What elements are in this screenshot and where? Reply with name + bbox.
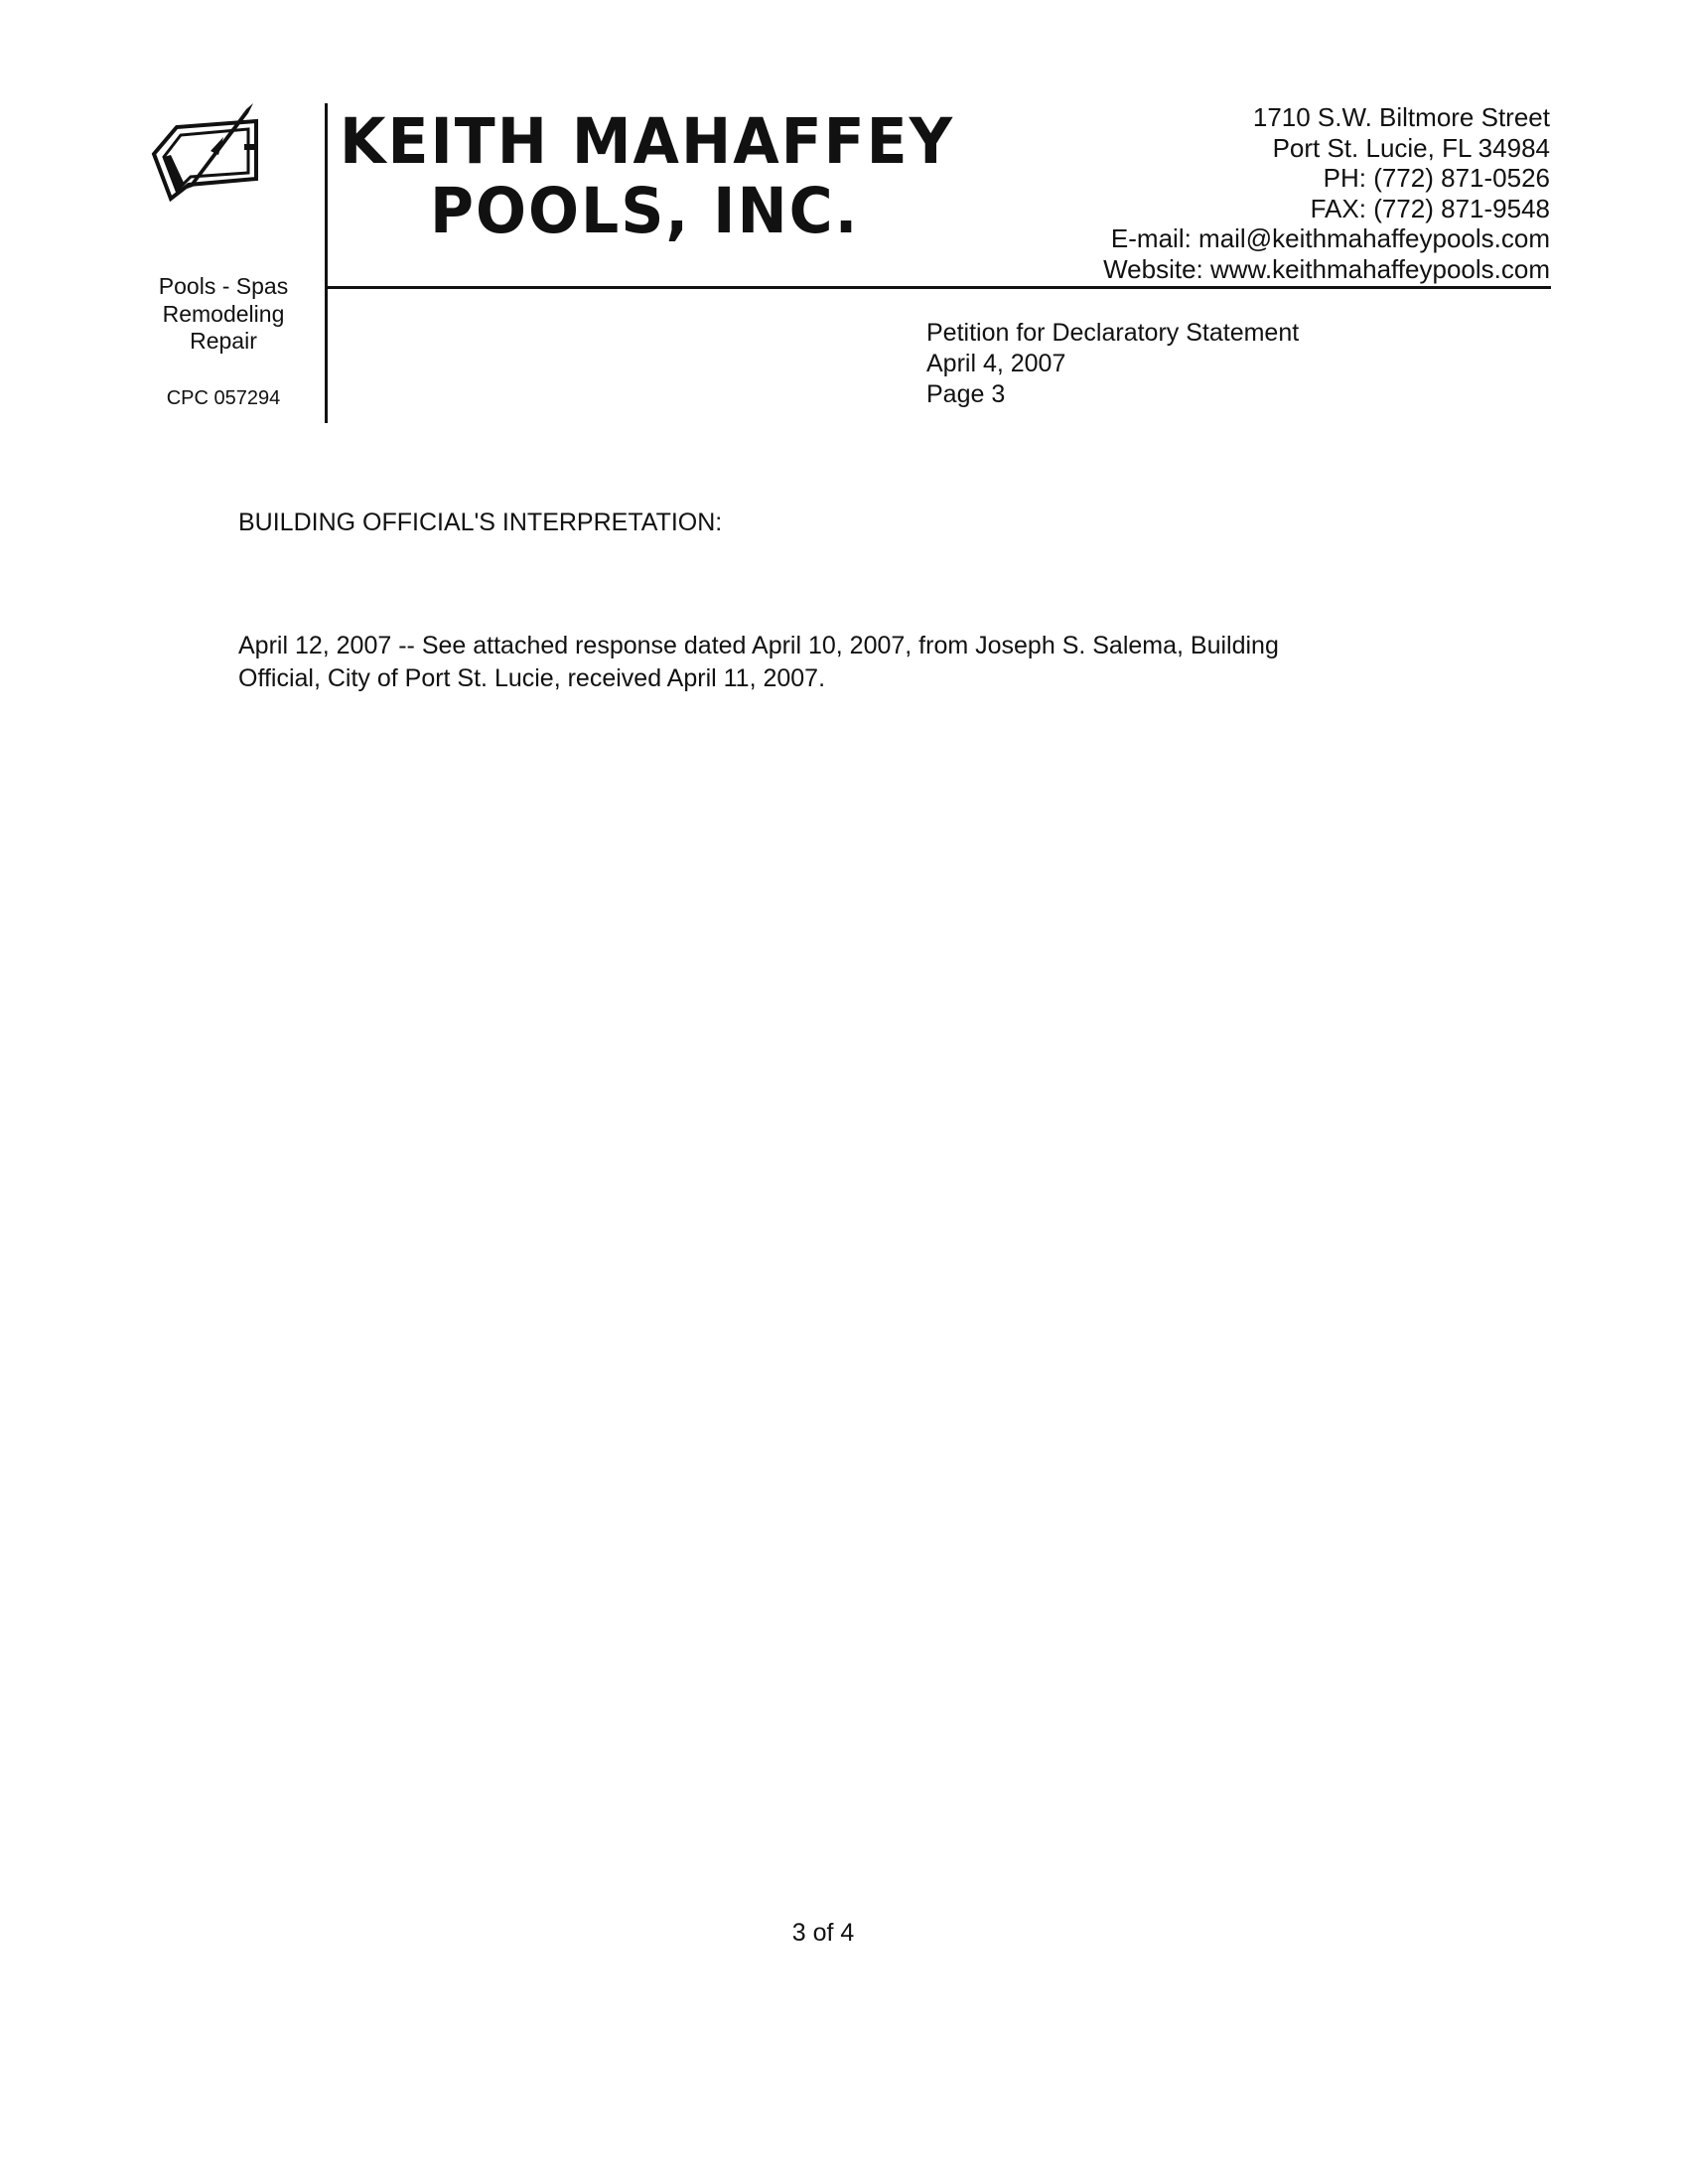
pool-logo-icon bbox=[149, 99, 303, 204]
address-city: Port St. Lucie, FL 34984 bbox=[1272, 132, 1550, 163]
section-heading: BUILDING OFFICIAL'S INTERPRETATION: bbox=[238, 509, 723, 536]
address-website: Website: www.keithmahaffeypools.com bbox=[1103, 253, 1550, 284]
reference-page: Page 3 bbox=[926, 380, 1006, 408]
body-paragraph bbox=[238, 630, 1279, 695]
company-logo bbox=[149, 99, 303, 204]
company-name-line1: KEITH MAHAFFEY bbox=[340, 105, 955, 179]
reference-date: April 4, 2007 bbox=[926, 350, 1066, 377]
reference-block bbox=[926, 318, 1299, 410]
license-number: CPC 057294 bbox=[166, 387, 281, 409]
page-count: 3 of 4 bbox=[791, 1919, 855, 1947]
services-list bbox=[149, 273, 298, 356]
service-item: Repair bbox=[190, 328, 257, 354]
service-item: Pools - Spas bbox=[158, 273, 289, 299]
header-vertical-rule bbox=[325, 103, 328, 423]
address-street: 1710 S.W. Biltmore Street bbox=[1252, 102, 1550, 132]
reference-subject: Petition for Declaratory Statement bbox=[926, 319, 1300, 347]
service-item: Remodeling bbox=[162, 300, 285, 327]
header-horizontal-rule bbox=[326, 286, 1551, 289]
paragraph-line: Official, City of Port St. Lucie, received April 11, 2007. bbox=[238, 664, 826, 692]
company-name-line2: POOLS, INC. bbox=[430, 175, 860, 248]
address-phone: PH: (772) 871-0526 bbox=[1323, 163, 1550, 193]
address-fax: FAX: (772) 871-9548 bbox=[1310, 193, 1550, 223]
paragraph-line: April 12, 2007 -- See attached response dated April 10, 2007, from Joseph S. Salema, Building bbox=[238, 632, 1279, 659]
address-email: E-mail: mail@keithmahaffeypools.com bbox=[1110, 223, 1550, 253]
company-address-block bbox=[1103, 102, 1550, 284]
